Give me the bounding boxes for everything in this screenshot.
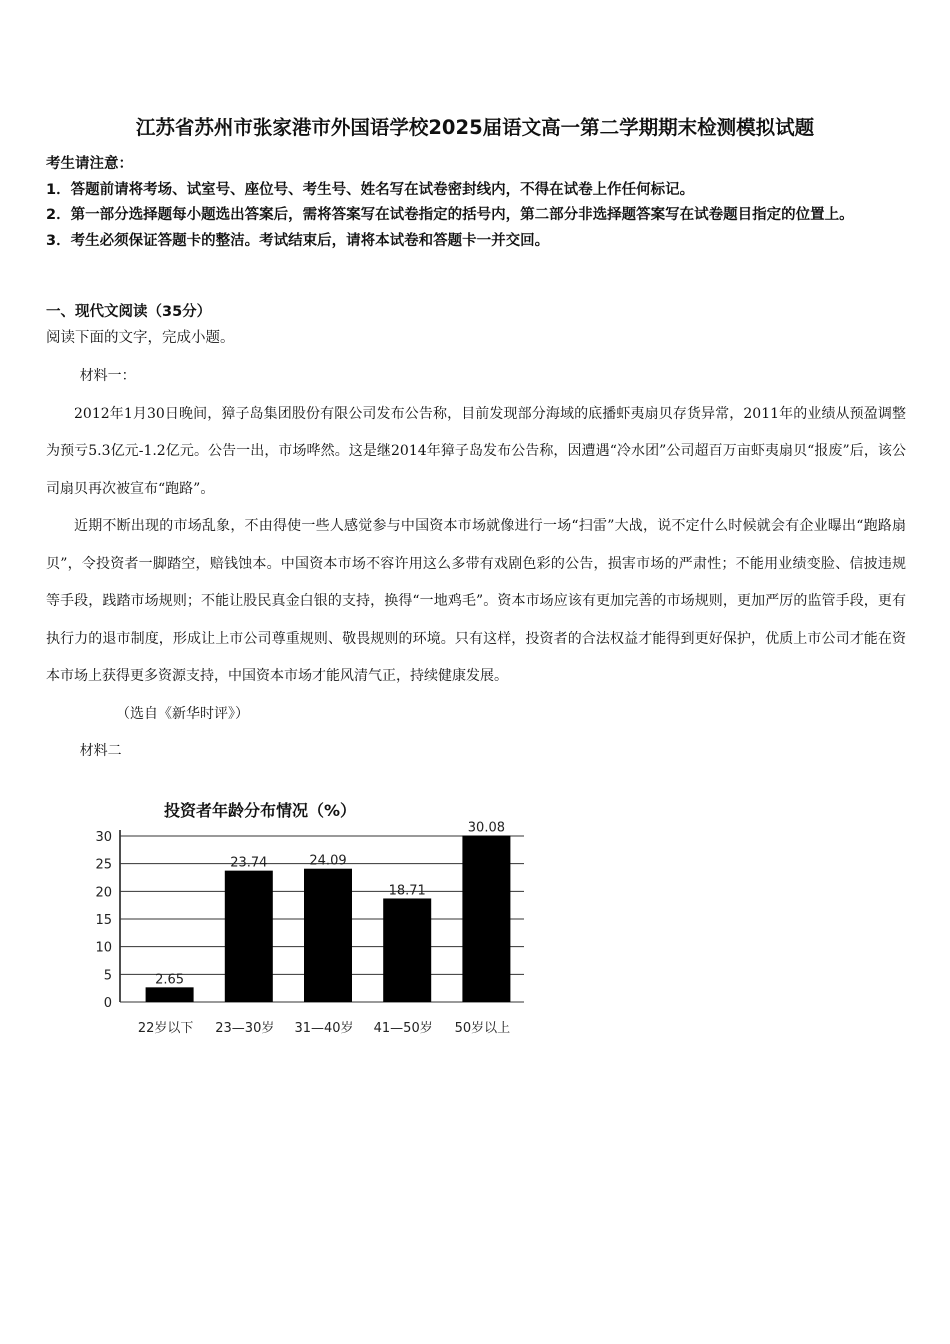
section-heading: 一、现代文阅读（35分） [46, 304, 212, 320]
y-tick-label: 25 [95, 857, 112, 873]
bar [383, 898, 431, 1002]
material-1-label: 材料一： [79, 368, 136, 384]
x-category-label: 22岁以下 [137, 1021, 194, 1036]
notice-block [46, 152, 906, 254]
y-tick-label: 0 [103, 996, 112, 1011]
y-tick-label: 30 [95, 830, 112, 845]
bar-value-label: 23.74 [230, 855, 268, 871]
notice-item: 3．考生必须保证答题卡的整洁。考试结束后，请将本试卷和答题卡一并交回。 [46, 232, 550, 249]
bar-value-label: 2.65 [155, 972, 185, 988]
bar [304, 869, 352, 1002]
x-category-label: 23—30岁 [215, 1021, 275, 1036]
bar-value-label: 30.08 [467, 820, 506, 836]
notice-heading: 考生请注意： [46, 156, 133, 172]
bar [146, 987, 194, 1002]
x-category-label: 41—50岁 [373, 1021, 433, 1036]
reading-instruction: 阅读下面的文字，完成小题。 [46, 330, 235, 346]
y-tick-label: 5 [103, 968, 112, 984]
material-1-paragraph: 2012年1月30日晚间，獐子岛集团股份有限公司发布公告称，目前发现部分海域的底播虾夷扇贝存货异常，2011年的业绩从预盈调整为预亏5.3亿元-1.2亿元。公告一出，市场哗然。这是继2014年獐子岛发布公告称，因遭遇“冷水团”公司超百万亩虾夷扇贝“报废”后，该公司扇贝再次被宣布“跑路”。 [46, 405, 906, 497]
bar-value-label: 24.09 [309, 853, 347, 869]
material-1-source: （选自《新华时评》） [116, 705, 249, 722]
age-distribution-chart [84, 792, 534, 1042]
chart-title: 投资者年龄分布情况（%） [164, 801, 357, 820]
x-category-label: 31—40岁 [294, 1021, 354, 1036]
material-2-label: 材料二 [79, 743, 122, 759]
bar [225, 871, 273, 1002]
notice-item: 1．答题前请将考场、试室号、座位号、考生号、姓名写在试卷密封线内，不得在试卷上作任何标记。 [46, 181, 695, 198]
reading-material [46, 358, 906, 771]
notice-item: 2．第一部分选择题每小题选出答案后，需将答案写在试卷指定的括号内，第二部分非选择题答案写在试卷题目指定的位置上。 [46, 207, 854, 223]
exam-title: 江苏省苏州市张家港市外国语学校2025届语文高一第二学期期末检测模拟试题 [135, 116, 815, 139]
y-tick-label: 15 [95, 913, 112, 928]
y-tick-label: 20 [95, 885, 112, 901]
bar [462, 836, 510, 1002]
y-tick-label: 10 [95, 940, 112, 956]
bar-value-label: 18.71 [388, 883, 426, 899]
material-1-paragraph: 近期不断出现的市场乱象，不由得使一些人感觉参与中国资本市场就像进行一场“扫雷”大战，说不定什么时候就会有企业曝出“跑路扇贝”，令投资者一脚踏空，赔钱蚀本。中国资本市场不容许用这么多带有戏剧色彩的公告，损害市场的严肃性；不能用业绩变脸、信披违规等手段，践踏市场规则；不能让股民真金白银的支持，换得“一地鸡毛”。资本市场应该有更加完善的市场规则，更加严厉的监管手段，更有执行力的退市制度，形成让上市公司尊重规则、敬畏规则的环境。只有这样，投资者的合法权益才能得到更好保护，优质上市公司才能在资本市场上获得更多资源支持，中国资本市场才能风清气正，持续健康发展。 [46, 518, 906, 684]
x-category-label: 50岁以上 [454, 1021, 511, 1036]
